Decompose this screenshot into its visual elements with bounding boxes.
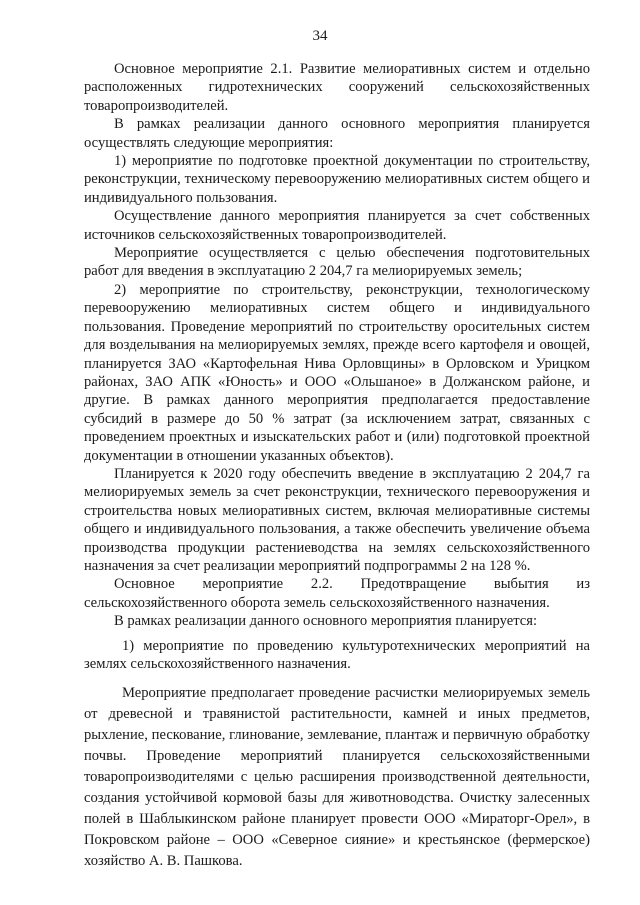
paragraph: В рамках реализации данного основного мероприятия планируется осуществлять следующие мероприятия: xyxy=(84,116,590,151)
document-body xyxy=(84,60,590,872)
paragraph: Мероприятие осуществляется с целью обеспечения подготовительных работ для введения в эксплуатацию 2 204,7 га мелиорируемых земель; xyxy=(84,245,590,280)
paragraph: В рамках реализации данного основного мероприятия планируется: xyxy=(114,613,538,630)
paragraph: Основное мероприятие 2.2. Предотвращение выбытия из сельскохозяйственного оборота земель сельскохозяйственного назначения. xyxy=(84,576,590,611)
paragraph: Мероприятие предполагает проведение расчистки мелиорируемых земель от древесной и травянистой растительности, камней и иных предметов, рыхление, пескование, глинование, землевание, плантаж и первичную обработку почвы. Проведение мероприятий планируется сельскохозяйственными товаропроизводителями с целью расширения производственной деятельности, создания устойчивой кормовой базы для животноводства. Очистку залесенных полей в Шаблыкинском районе планирует провести ООО «Мираторг-Орел», в Покровском районе – ООО «Северное сияние» и крестьянское (фермерское) хозяйство А. В. Пашкова. xyxy=(84,685,590,870)
paragraph: Планируется к 2020 году обеспечить введение в эксплуатацию 2 204,7 га мелиорируемых земель за счет реконструкции, технического перевооружения и строительства новых мелиоративных систем, включая мелиоративные системы общего и индивидуального пользования, а также обеспечить увеличение объема производства продукции растениеводства на землях сельскохозяйственного назначения за счет реализации мероприятий подпрограммы 2 на 128 %. xyxy=(84,465,590,574)
paragraph: 2) мероприятие по строительству, реконструкции, технологическому перевооружению мелиоративных систем общего и индивидуального пользования. Проведение мероприятий по строительству оросительных систем для возделывания на мелиорируемых землях, прежде всего картофеля и овощей, планируется ЗАО «Картофельная Нива Орловщины» в Орловском и Урицком районах, ЗАО АПК «Юность» и ООО «Ольшаное» в Должанском районе, и другие. В рамках данного мероприятия предполагается предоставление субсидий в размере до 50 % затрат (за исключением затрат, связанных с проведением проектных и изыскательских работ и (или) подготовкой проектной документации в отношении указанных объектов). xyxy=(84,281,590,464)
page-number: 34 xyxy=(312,28,328,44)
paragraph: 1) мероприятие по подготовке проектной документации по строительству, реконструкции, техническому перевооружению мелиоративных систем общего и индивидуального пользования. xyxy=(84,153,590,206)
paragraph: 1) мероприятие по проведению культуротехнических мероприятий на землях сельскохозяйственного назначения. xyxy=(84,637,590,672)
paragraph: Основное мероприятие 2.1. Развитие мелиоративных систем и отдельно расположенных гидротехнических сооружений сельскохозяйственных товаропроизводителей. xyxy=(84,61,590,114)
paragraph: Осуществление данного мероприятия планируется за счет собственных источников сельскохозяйственных товаропроизводителей. xyxy=(84,208,590,243)
